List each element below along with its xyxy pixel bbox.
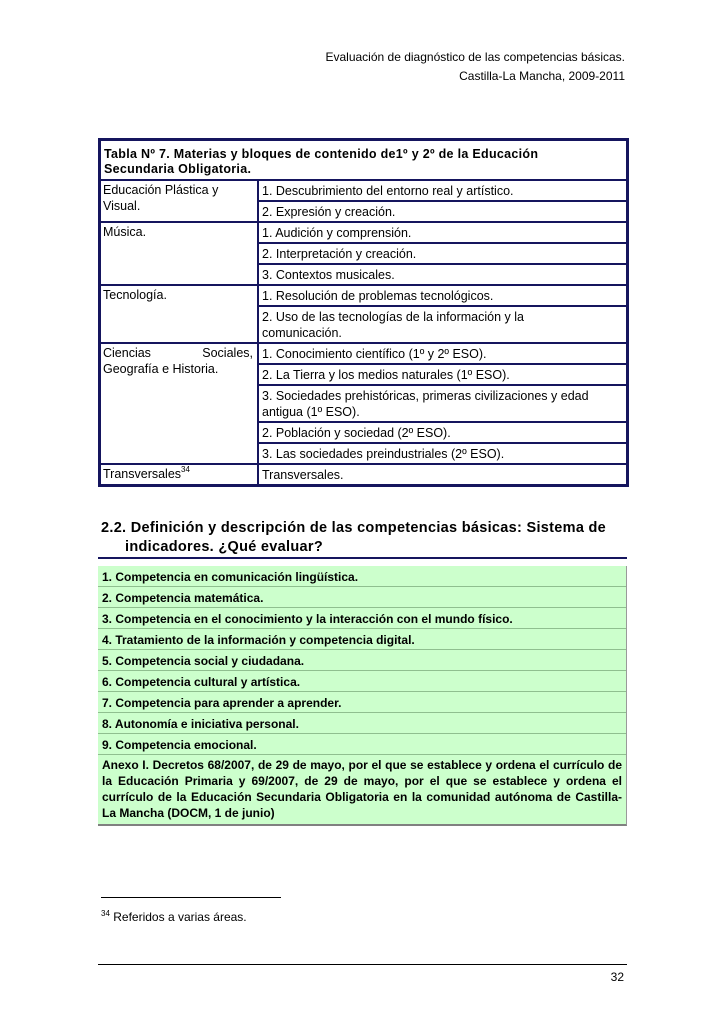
list-item: 1. Competencia en comunicación lingüística. bbox=[98, 566, 626, 587]
section-heading: 2.2. Definición y descripción de las competencias básicas: Sistema de indicadores. ¿Qué evaluar? bbox=[101, 520, 607, 555]
subject-cell: Transversales$^{34}$ bbox=[101, 465, 259, 484]
footnote-text: Referidos a varias áreas. bbox=[113, 910, 247, 924]
footer-divider bbox=[98, 964, 627, 965]
table-row-plastica bbox=[101, 179, 626, 221]
annex-note: Anexo I. Decretos 68/2007, de 29 de mayo, por el que se establece y ordena el currículo de la Educación Primaria y 69/2007, de 29 de mayo, por el que se establece y ordena el currículo de la Educación Secundaria Obligatoria en la comunidad autónoma de Castilla-La Mancha (DOCM, 1 de junio) bbox=[102, 758, 622, 820]
list-item: 3. Competencia en el conocimiento y la interacción con el mundo físico. bbox=[98, 608, 626, 629]
list-item: 2. Competencia matemática. bbox=[98, 587, 626, 608]
table-row-musica bbox=[101, 221, 626, 284]
block-cell: 1. Descubrimiento del entorno real y artístico. bbox=[262, 184, 514, 198]
table-row-tecnologia bbox=[101, 284, 626, 342]
footnote-divider bbox=[101, 897, 281, 898]
block-cell: 2. Población y sociedad (2º ESO). bbox=[259, 421, 626, 442]
subject-cell: Ciencias Sociales, Geografía e Historia. bbox=[101, 344, 259, 463]
header-title: Evaluación de diagnóstico de las competencias básicas. bbox=[325, 50, 625, 64]
block-cell: Transversales. bbox=[262, 468, 344, 482]
block-cell: 2. Expresión y creación. bbox=[259, 200, 626, 221]
list-item: 5. Competencia social y ciudadana. bbox=[98, 650, 626, 671]
list-item: 8. Autonomía e iniciativa personal. bbox=[98, 713, 626, 734]
header-subtitle: Castilla-La Mancha, 2009-2011 bbox=[459, 69, 625, 83]
list-item: 7. Competencia para aprender a aprender. bbox=[98, 692, 626, 713]
page-header bbox=[325, 48, 625, 86]
block-cell: 2. Uso de las tecnologías de la información y la comunicación. bbox=[259, 305, 626, 342]
subject-cell: Educación Plástica y Visual. bbox=[101, 181, 259, 221]
block-cell: 3. Las sociedades preindustriales (2º ESO). bbox=[259, 442, 626, 463]
section-rule bbox=[98, 557, 627, 559]
block-cell: 2. La Tierra y los medios naturales (1º ESO). bbox=[259, 363, 626, 384]
block-cell: 3. Sociedades prehistóricas, primeras civilizaciones y edad antigua (1º ESO). bbox=[259, 384, 626, 421]
table-caption: Tabla Nº 7. Materias y bloques de contenido de1º y 2º de la Educación Secundaria Obligatoria. bbox=[104, 147, 539, 176]
block-cell: 3. Contextos musicales. bbox=[259, 263, 626, 284]
block-cell: 2. Interpretación y creación. bbox=[259, 242, 626, 263]
block-cell: 1. Conocimiento científico (1º y 2º ESO). bbox=[262, 347, 487, 361]
subject-cell: Tecnología. bbox=[101, 286, 259, 342]
list-item: 4. Tratamiento de la información y competencia digital. bbox=[98, 629, 626, 650]
page-number: 32 bbox=[610, 970, 624, 984]
competencies-box bbox=[98, 566, 627, 826]
block-cell: 1. Resolución de problemas tecnológicos. bbox=[262, 289, 494, 303]
subjects-table bbox=[98, 138, 629, 487]
table-row-ciencias-sociales bbox=[101, 342, 626, 463]
footnote-number: 34 bbox=[101, 909, 110, 918]
subject-cell: Música. bbox=[101, 223, 259, 284]
list-item: 9. Competencia emocional. bbox=[98, 734, 626, 755]
list-item: 6. Competencia cultural y artística. bbox=[98, 671, 626, 692]
footnote-ref: 34 bbox=[181, 465, 190, 474]
footnote bbox=[101, 910, 247, 924]
block-cell: 1. Audición y comprensión. bbox=[262, 226, 412, 240]
table-row-transversales bbox=[101, 463, 626, 484]
